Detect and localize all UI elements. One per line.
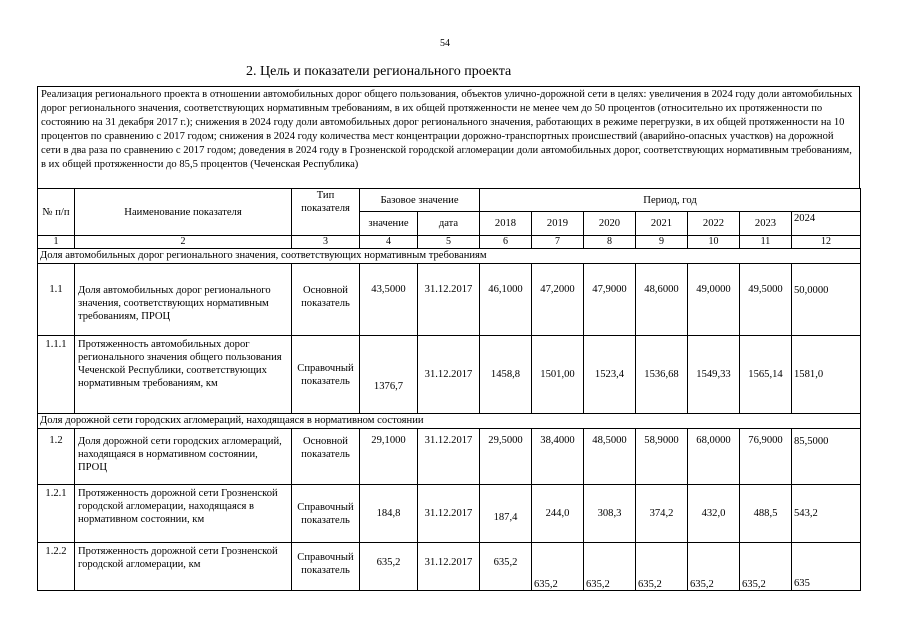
header-year: 2019 <box>532 212 584 236</box>
year-value: 1523,4 <box>584 336 636 414</box>
header-year: 2023 <box>740 212 792 236</box>
year-value: 635 <box>792 543 861 591</box>
column-number: 4 <box>360 236 418 249</box>
base-date: 31.12.2017 <box>418 429 480 485</box>
header-year: 2021 <box>636 212 688 236</box>
header-base-value: значение <box>360 212 418 236</box>
base-date: 31.12.2017 <box>418 264 480 336</box>
header-year: 2018 <box>480 212 532 236</box>
year-value: 635,2 <box>584 543 636 591</box>
base-date: 31.12.2017 <box>418 485 480 543</box>
year-value: 488,5 <box>740 485 792 543</box>
header-name: Наименование показателя <box>75 189 292 236</box>
year-value: 635,2 <box>740 543 792 591</box>
year-value: 308,3 <box>584 485 636 543</box>
indicator-name: Доля автомобильных дорог регионального значения, соответствующих нормативным требованиям, ПРОЦ <box>75 264 292 336</box>
indicator-name: Протяженность дорожной сети Грозненской городской агломерации, находящаяся в нормативном состоянии, км <box>75 485 292 543</box>
year-value: 68,0000 <box>688 429 740 485</box>
section-title-cell: Доля дорожной сети городских агломераций, находящаяся в нормативном состоянии <box>38 414 861 429</box>
year-value: 48,5000 <box>584 429 636 485</box>
year-value: 38,4000 <box>532 429 584 485</box>
year-value: 49,5000 <box>740 264 792 336</box>
year-value: 58,9000 <box>636 429 688 485</box>
header-type: Тип показателя <box>292 189 360 236</box>
header-base-date: дата <box>418 212 480 236</box>
header-year: 2024 <box>792 212 861 236</box>
year-value: 1565,14 <box>740 336 792 414</box>
year-value: 50,0000 <box>792 264 861 336</box>
table-row <box>38 336 861 414</box>
year-value: 49,0000 <box>688 264 740 336</box>
column-number: 10 <box>688 236 740 249</box>
page-number: 54 <box>440 38 450 49</box>
indicator-type: Справочный показатель <box>292 543 360 591</box>
indicator-type: Основной показатель <box>292 264 360 336</box>
year-value: 432,0 <box>688 485 740 543</box>
year-value: 1549,33 <box>688 336 740 414</box>
year-value: 635,2 <box>688 543 740 591</box>
indicator-type: Справочный показатель <box>292 336 360 414</box>
row-number: 1.2.2 <box>38 543 75 591</box>
year-value: 543,2 <box>792 485 861 543</box>
base-value: 184,8 <box>360 485 418 543</box>
base-value: 29,1000 <box>360 429 418 485</box>
row-number: 1.1.1 <box>38 336 75 414</box>
column-number: 7 <box>532 236 584 249</box>
row-number: 1.2.1 <box>38 485 75 543</box>
base-value: 635,2 <box>360 543 418 591</box>
base-date: 31.12.2017 <box>418 543 480 591</box>
year-value: 374,2 <box>636 485 688 543</box>
column-number: 2 <box>75 236 292 249</box>
section-title-cell: Доля автомобильных дорог регионального значения, соответствующих нормативным требованиям <box>38 249 861 264</box>
section-row <box>38 249 861 264</box>
row-number: 1.2 <box>38 429 75 485</box>
indicator-name: Протяженность автомобильных дорог регионального значения общего пользования Чеченской Республики, соответствующих нормативным требованиям, км <box>75 336 292 414</box>
header-num: № п/п <box>38 189 75 236</box>
year-value: 47,2000 <box>532 264 584 336</box>
table-row <box>38 264 861 336</box>
column-number: 11 <box>740 236 792 249</box>
column-number: 5 <box>418 236 480 249</box>
section-title: 2. Цель и показатели регионального проекта <box>246 64 512 79</box>
year-value: 635,2 <box>532 543 584 591</box>
header-year: 2020 <box>584 212 636 236</box>
year-value: 85,5000 <box>792 429 861 485</box>
header-period: Период, год <box>480 189 861 212</box>
project-goal-text: Реализация регионального проекта в отношении автомобильных дорог общего пользования, объектов улично-дорожной сети в целях: увеличения в 2024 году доли автомобильных дорог регионального значения, соответствующих нормативным требованиям, в их общей протяженности не менее чем до 50 процентов (относительно их протяженности по состоянию на 31 декабря 2017 г.); снижения в 2024 году доли автомобильных дорог регионального значения, работающих в режиме перегрузки, в их общей протяженности на 10 процентов по сравнению с 2017 годом; снижения в 2024 году количества мест концентрации дорожно-транспортных происшествий (аварийно-опасных участков) на дорожной сети в два раза по сравнению с 2017 годом; доведения в 2024 году в Грозненской городской агломерации доли автомобильных дорог, соответствующих нормативным требованиям, в их общей протяженности до 85,5 процентов (Чеченская Республика) <box>37 86 860 189</box>
year-value: 244,0 <box>532 485 584 543</box>
table-row <box>38 429 861 485</box>
year-value: 76,9000 <box>740 429 792 485</box>
indicator-type: Справочный показатель <box>292 485 360 543</box>
indicator-name: Протяженность дорожной сети Грозненской городской агломерации, км <box>75 543 292 591</box>
year-value: 48,6000 <box>636 264 688 336</box>
base-value: 1376,7 <box>360 336 418 414</box>
indicators-table <box>37 188 861 591</box>
column-number: 6 <box>480 236 532 249</box>
indicator-type: Основной показатель <box>292 429 360 485</box>
year-value: 46,1000 <box>480 264 532 336</box>
section-row <box>38 414 861 429</box>
year-value: 1501,00 <box>532 336 584 414</box>
base-date: 31.12.2017 <box>418 336 480 414</box>
row-number: 1.1 <box>38 264 75 336</box>
column-number-row <box>38 236 861 249</box>
year-value: 1536,68 <box>636 336 688 414</box>
year-value: 1458,8 <box>480 336 532 414</box>
year-value: 635,2 <box>480 543 532 591</box>
year-value: 47,9000 <box>584 264 636 336</box>
year-value: 1581,0 <box>792 336 861 414</box>
year-value: 187,4 <box>480 485 532 543</box>
year-value: 29,5000 <box>480 429 532 485</box>
column-number: 3 <box>292 236 360 249</box>
column-number: 8 <box>584 236 636 249</box>
indicator-name: Доля дорожной сети городских агломераций, находящаяся в нормативном состоянии, ПРОЦ <box>75 429 292 485</box>
header-year: 2022 <box>688 212 740 236</box>
column-number: 1 <box>38 236 75 249</box>
header-base: Базовое значение <box>360 189 480 212</box>
base-value: 43,5000 <box>360 264 418 336</box>
table-row <box>38 543 861 591</box>
column-number: 12 <box>792 236 861 249</box>
column-number: 9 <box>636 236 688 249</box>
year-value: 635,2 <box>636 543 688 591</box>
table-row <box>38 485 861 543</box>
